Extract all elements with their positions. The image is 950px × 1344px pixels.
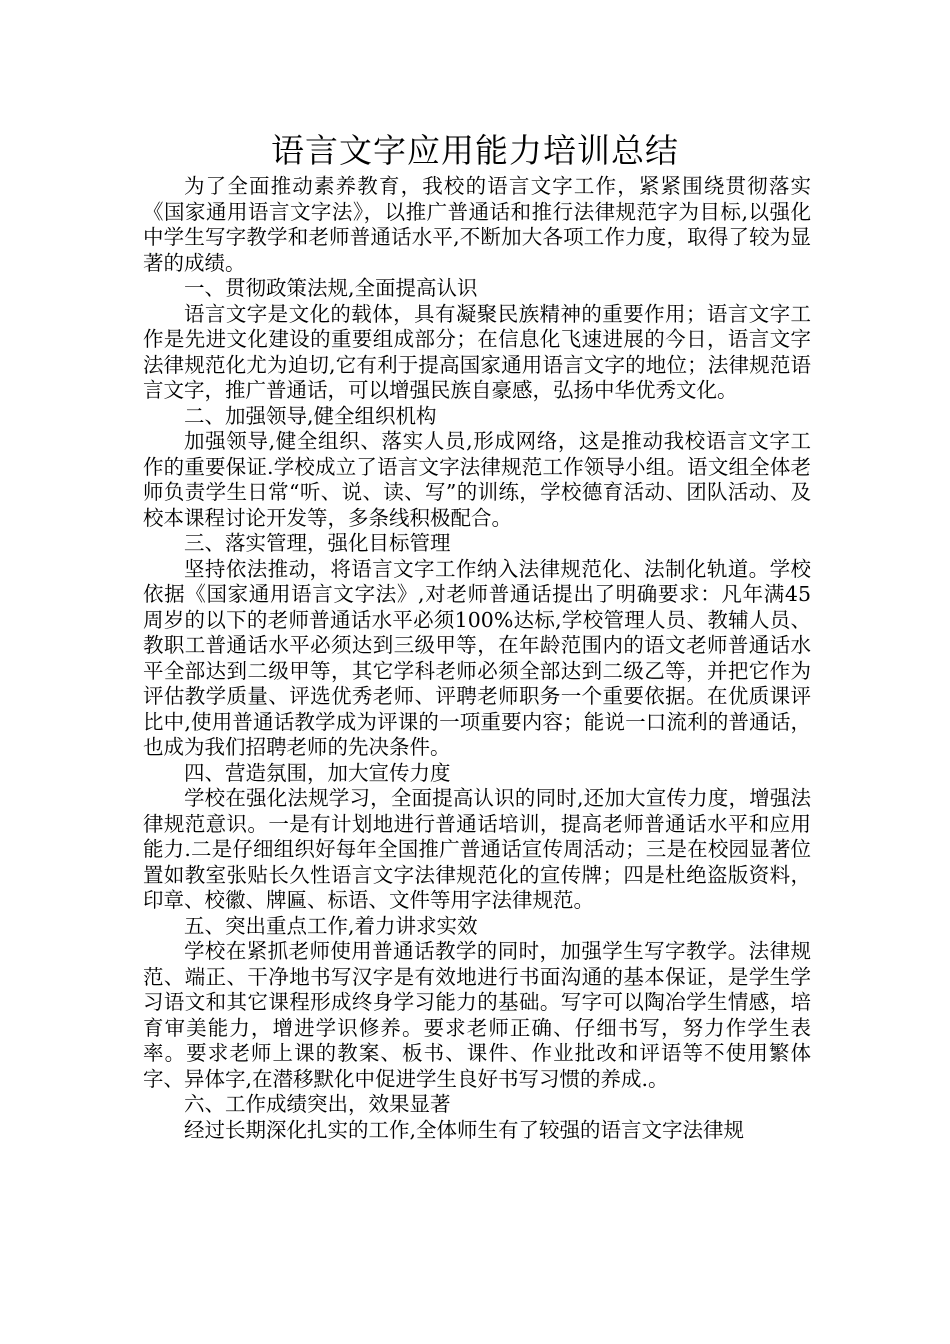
section-heading-3: 三、落实管理，强化目标管理 (184, 531, 451, 555)
paragraph-section-6: 经过长期深化扎实的工作,全体师生有了较强的语言文字法律规 (184, 1117, 745, 1142)
paragraph-section-4: 学校在强化法规学习，全面提高认识的同时,还加大宣传力度，增强法律规范意识。一是有计划地进行普通话培训，提高老师普通话水平和应用能力.二是仔细组织好每年全国推广普通话宣传周活动；三是在校园显著位置如教室张贴长久性语言文字法律规范化的宣传牌；四是杜绝盗版资料，印章、校徽、牌匾、标语、文件等用字法律规范。 (143, 786, 811, 912)
paragraph-section-1: 语言文字是文化的载体，具有凝聚民族精神的重要作用；语言文字工作是先进文化建设的重要组成部分；在信息化飞速进展的今日，语言文字法律规范化尤为迫切,它有利于提高国家通用语言文字的地位；法律规范语言文字，推广普通话，可以增强民族自豪感，弘扬中华优秀文化。 (143, 301, 811, 402)
section-heading-6: 六、工作成绩突出，效果显著 (184, 1092, 451, 1116)
section-heading-4: 四、营造氛围，加大宣传力度 (184, 760, 451, 785)
paragraph-section-2: 加强领导,健全组织、落实人员,形成网络，这是推动我校语言文字工作的重要保证.学校成立了语言文字法律规范工作领导小组。语文组全体老师负责学生日常“听、说、读、写”的训练，学校德育活动、团队活动、及校本课程讨论开发等，多条线积极配合。 (143, 429, 811, 530)
document-title: 语言文字应用能力培训总结 (271, 131, 679, 170)
section-heading-5: 五、突出重点工作,着力讲求实效 (184, 913, 478, 938)
section-heading-1: 一、贯彻政策法规,全面提高认识 (184, 276, 478, 300)
document-body (143, 174, 811, 1143)
paragraph-section-5: 学校在紧抓老师使用普通话教学的同时，加强学生写字教学。法律规范、端正、干净地书写汉字是有效地进行书面沟通的基本保证，是学生学习语文和其它课程形成终身学习能力的基础。写字可以陶冶学生情感，培育审美能力，增进学识修养。要求老师正确、仔细书写，努力作学生表率。要求老师上课的教案、板书、课件、作业批改和评语等不使用繁体字、异体字,在潜移默化中促进学生良好书写习惯的养成.。 (143, 939, 811, 1091)
section-heading-2: 二、加强领导,健全组织机构 (184, 403, 437, 428)
paragraph-intro: 为了全面推动素养教育，我校的语言文字工作，紧紧围绕贯彻落实《国家通用语言文字法》，以推广普通话和推行法律规范字为目标,以强化中学生写字教学和老师普通话水平,不断加大各项工作力度，取得了较为显著的成绩。 (143, 174, 811, 275)
paragraph-section-3: 坚持依法推动，将语言文字工作纳入法律规范化、法制化轨道。学校依据《国家通用语言文字法》,对老师普通话提出了明确要求：凡年满45周岁的以下的老师普通话水平必须100%达标,学校管理人员、教辅人员、教职工普通话水平必须达到三级甲等，在年龄范围内的语文老师普通话水平全部达到二级甲等，其它学科老师必须全部达到二级乙等，并把它作为评估教学质量、评选优秀老师、评聘老师职务一个重要依据。在优质课评比中,使用普通话教学成为评课的一项重要内容；能说一口流利的普通话，也成为我们招聘老师的先决条件。 (143, 556, 811, 759)
